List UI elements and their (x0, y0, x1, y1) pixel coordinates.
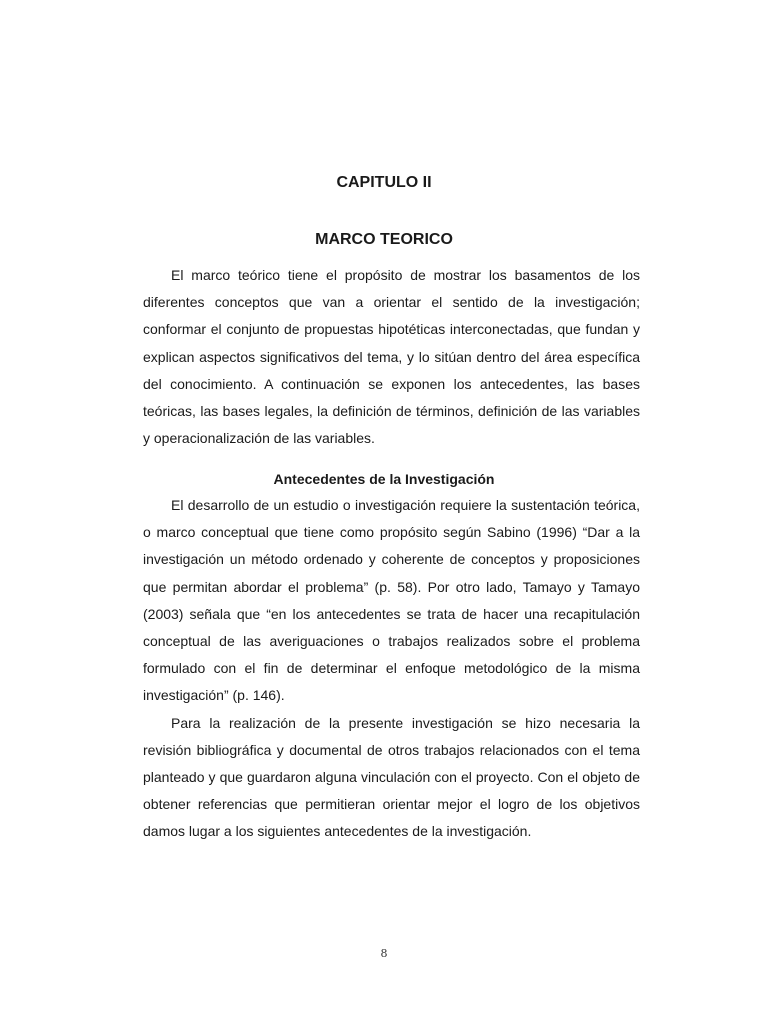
subsection-heading: Antecedentes de la Investigación (273, 471, 495, 487)
antecedentes-paragraph-2: Para la realización de la presente investigación se hizo necesaria la revisión bibliográfica y documental de otros trabajos relacionados con el tema planteado y que guardaron alguna vinculación con el proyecto. Con el objeto de obtener referencias que permitieran orientar mejor el logro de los objetivos damos lugar a los siguientes antecedentes de la investigación. (143, 714, 640, 840)
antecedentes-paragraph-1: El desarrollo de un estudio o investigación requiere la sustentación teórica, o marco conceptual que tiene como propósito según Sabino (1996) “Dar a la investigación un método ordenado y coherente de conceptos y proposiciones que permitan abordar el problema” (p. 58). Por otro lado, Tamayo y Tamayo (2003) señala que “en los antecedentes se trata de hacer una recapitulación conceptual de las averiguaciones o trabajos realizados sobre el problema formulado con el fin de determinar el enfoque metodológico de la misma investigación” (p. 146). (143, 497, 640, 704)
intro-paragraph: El marco teórico tiene el propósito de mostrar los basamentos de los diferentes conceptos que van a orientar el sentido de la investigación; conformar el conjunto de propuestas hipotéticas interconectadas, que fundan y explican aspectos significativos del tema, y lo sitúan dentro del área específica del conocimiento. A continuación se exponen los antecedentes, las bases teóricas, las bases legales, la definición de términos, definición de las variables y operacionalización de las variables. (143, 267, 640, 447)
section-heading: MARCO TEORICO (315, 231, 453, 248)
chapter-heading: CAPITULO II (336, 174, 432, 191)
intro-text-block (143, 262, 640, 452)
antecedentes-text-block (143, 492, 640, 846)
page-number: 8 (380, 947, 388, 960)
